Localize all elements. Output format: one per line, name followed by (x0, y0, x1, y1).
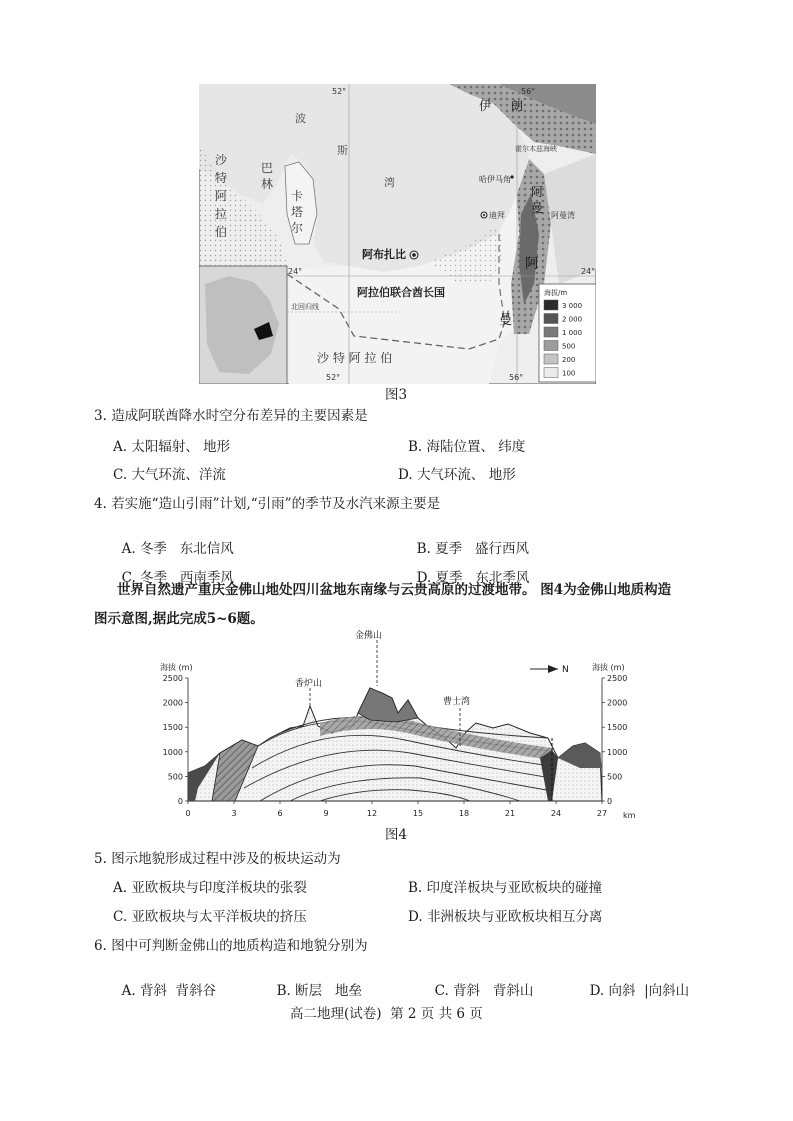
x-unit: km (623, 811, 636, 820)
oman-man: 曼 (499, 313, 513, 328)
y-tick-label: 2000 (607, 698, 628, 708)
saudi-left-5: 伯 (215, 225, 228, 239)
lat-24-left: 24° (288, 267, 303, 276)
uae-name: 阿拉伯联合酋长国 (357, 286, 445, 299)
saudi-left-1: 沙 (215, 153, 228, 167)
q5-option-b[interactable]: B. 印度洋板块与亚欧板块的碰撞 (408, 880, 603, 896)
page-footer: 高二地理(试卷) 第 2 页 共 6 页 (290, 1006, 483, 1022)
y-tick-label: 1000 (162, 747, 183, 757)
figure-4-caption: 图4 (385, 827, 408, 843)
qatar-2: 塔 (291, 205, 304, 219)
label-si: 斯 (337, 144, 348, 157)
lon-56-bottom: 56° (509, 373, 524, 382)
saudi-bottom: 沙 特 阿 拉 伯 (317, 351, 393, 365)
saudi-left-2: 特 (215, 171, 228, 185)
q4-option-c[interactable]: C. 冬季 西南季风 (121, 570, 234, 586)
question-3-stem (94, 404, 368, 424)
peak-jinfo: 金佛山 (355, 631, 383, 641)
legend-swatch (544, 300, 558, 310)
passage-line-2: 图示意图,据此完成5~6题。 (94, 611, 264, 627)
y-tick-label: 500 (167, 772, 183, 782)
legend-label: 500 (562, 342, 576, 351)
q5-option-a[interactable]: A. 亚欧板块与印度洋板块的张裂 (113, 880, 307, 896)
abu-dhabi: 阿布扎比 (362, 248, 406, 261)
oman-top-a: 阿 (531, 185, 544, 199)
y-label-right: 海拔 (m) (592, 663, 625, 672)
persian-gulf-map (199, 84, 596, 384)
question-6-text: 图中可判断金佛山的地质构造和地貌分别为 (111, 938, 368, 954)
question-5-stem (94, 847, 341, 867)
q6-option-a[interactable]: A. 背斜 背斜谷 (121, 983, 217, 999)
question-5-text: 图示地貌形成过程中涉及的板块运动为 (111, 851, 341, 867)
legend-swatch (544, 354, 558, 364)
q5-option-d[interactable]: D. 非洲板块与亚欧板块相互分离 (408, 909, 603, 925)
north-label: N (562, 665, 569, 675)
question-4-text: 若实施“造山引雨”计划,“引雨”的季节及水汽来源主要是 (111, 496, 441, 512)
peak-xianglu: 香炉山 (295, 679, 323, 689)
qatar-1: 卡 (291, 189, 304, 203)
dubai: 迪拜 (489, 211, 505, 220)
legend-label: 1 000 (562, 329, 583, 337)
x-tick-label: 9 (323, 809, 329, 818)
y-tick-label: 1500 (607, 723, 628, 733)
legend-label: 100 (562, 369, 576, 378)
x-tick-label: 0 (185, 809, 191, 818)
x-tick-label: 24 (550, 809, 562, 818)
lon-52-top: 52° (332, 87, 347, 96)
q3-option-a[interactable]: A. 太阳辐射、 地形 (113, 439, 231, 455)
legend-swatch (544, 314, 558, 324)
y-tick-label: 500 (607, 772, 623, 782)
label-lang: 朗 (511, 99, 524, 113)
saudi-left-4: 拉 (215, 207, 228, 221)
passage-line-1: 世界自然遗产重庆金佛山地处四川盆地东南缘与云贵高原的过渡地带。 图4为金佛山地质构造 (117, 582, 672, 598)
x-tick-label: 21 (504, 809, 516, 818)
x-tick-label: 3 (231, 809, 237, 818)
q3-option-d[interactable]: D. 大气环流、 地形 (398, 467, 516, 483)
y-tick-label: 1000 (607, 747, 628, 757)
x-tick-label: 15 (412, 809, 424, 818)
lon-52-bottom: 52° (326, 373, 341, 382)
question-5-number: 5. (94, 851, 107, 867)
legend-swatch (544, 327, 558, 337)
question-4-stem (94, 492, 440, 512)
bahrain-1: 巴 (261, 161, 274, 175)
oman-top-man: 曼 (531, 201, 544, 215)
legend-title: 海拔/m (544, 289, 568, 297)
legend-label: 200 (562, 356, 576, 364)
legend-swatch (544, 341, 558, 351)
hormuz-cape: 哈伊马角 (479, 175, 511, 184)
q4-option-d[interactable]: D. 夏季 东北季风 (416, 570, 530, 586)
lon-56-top: 56° (521, 87, 536, 96)
y-tick-label: 2000 (162, 698, 183, 708)
q5-option-c[interactable]: C. 亚欧板块与太平洋板块的挤压 (113, 909, 307, 925)
q3-option-b[interactable]: B. 海陆位置、 纬度 (408, 439, 526, 455)
legend-label: 2 000 (562, 315, 583, 324)
gulf-of-oman: 阿曼湾 (551, 211, 575, 220)
q6-option-c[interactable]: C. 背斜 背斜山 (434, 983, 534, 999)
label-bo: 波 (295, 112, 306, 125)
tropic-line: 北回归线 (291, 303, 319, 311)
peak-caoshi: 曹士湾 (443, 697, 471, 707)
x-tick-label: 27 (596, 809, 608, 818)
legend-swatch (544, 368, 558, 378)
legend-label: 3 000 (562, 302, 583, 310)
y-tick-label: 0 (607, 797, 613, 806)
label-wan: 湾 (384, 176, 395, 189)
bahrain-2: 林 (261, 177, 274, 191)
elevation-legend (539, 284, 596, 382)
x-tick-label: 6 (277, 809, 283, 818)
north-arrow-icon (530, 665, 569, 675)
hormuz-strait: 霍尔木兹海峡 (515, 145, 557, 153)
q6-option-d[interactable]: D. 向斜 |向斜山 (589, 983, 690, 999)
x-tick-label: 12 (366, 809, 378, 818)
y-tick-label: 1500 (162, 723, 183, 733)
y-tick-label: 0 (177, 797, 183, 806)
y-label-left: 海拔 (m) (160, 663, 193, 672)
q4-option-a[interactable]: A. 冬季 东北信风 (121, 541, 234, 557)
y-tick-label: 2500 (162, 674, 183, 683)
q6-option-b[interactable]: B. 断层 地垒 (276, 983, 362, 999)
lat-24-right: 24° (581, 267, 596, 276)
figure-3-caption: 图3 (385, 387, 408, 403)
y-tick-label: 2500 (607, 674, 628, 683)
question-6-number: 6. (94, 938, 107, 954)
x-tick-label: 18 (458, 809, 470, 818)
label-yi: 伊 (479, 99, 492, 113)
question-6-stem (94, 934, 368, 954)
saudi-left-3: 阿 (215, 189, 228, 203)
q4-option-b[interactable]: B. 夏季 盛行西风 (416, 541, 529, 557)
question-3-text: 造成阿联酋降水时空分布差异的主要因素是 (111, 408, 368, 424)
question-4-number: 4. (94, 496, 107, 512)
qatar-3: 尔 (291, 221, 304, 235)
q3-option-c[interactable]: C. 大气环流、洋流 (113, 467, 226, 483)
oman-a: 阿 (525, 256, 539, 272)
geologic-profile (160, 628, 640, 828)
question-3-number: 3. (94, 408, 107, 424)
